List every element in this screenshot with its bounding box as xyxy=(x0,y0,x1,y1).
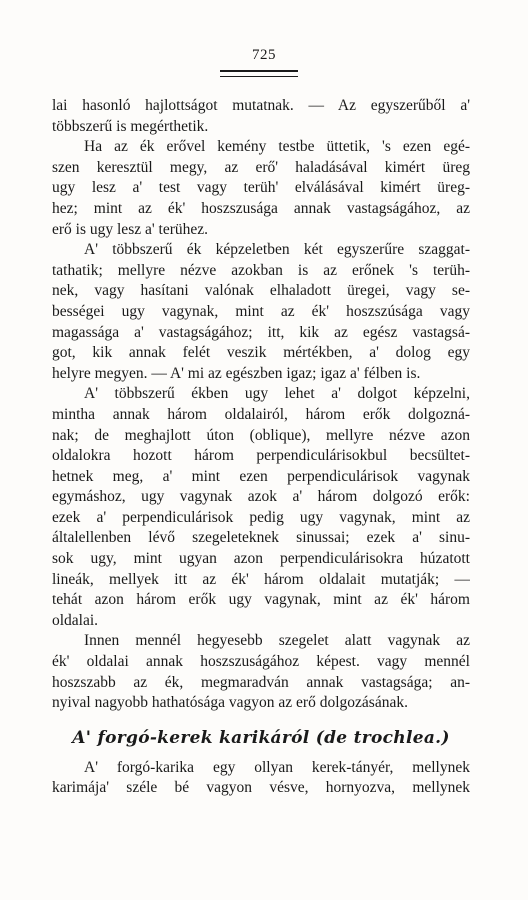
text-line: oldalokra hozott három perpendiculárisokbul becsültet- xyxy=(52,447,470,465)
text-line: lineák, mellyek itt az ék' három oldalait mutatják; — xyxy=(52,570,470,588)
text-line: oldalai. xyxy=(52,611,99,629)
text-line: hoszszabb az ék, megmaradván annak vastagsága; an- xyxy=(52,673,470,691)
text-line: magassága a' vastagságához; itt, kik az egész vastagsá- xyxy=(52,323,470,341)
text-line: nak; de meghajlott úton (oblique), mellyre nézve azon xyxy=(52,426,470,444)
text-line: tehát azon három erők ugy vagynak, mint az ék' három xyxy=(52,591,470,609)
text-line: egymáshoz, ugy vagynak azok a' három dolgozó erők: xyxy=(52,488,470,506)
section-heading: A' forgó-kerek karikáról (de trochlea.) xyxy=(72,727,450,748)
text-line: karimája' széle bé vagyon vésve, hornyozva, mellynek xyxy=(52,779,470,797)
text-line: nek, vagy hasítani valónak elhaladott üregei, vagy se- xyxy=(52,282,470,300)
text-line: általellenben lévő szegeleteknek sinussai; ezek a' sinu- xyxy=(52,529,470,547)
text-line: ezek a' perpendiculárisok pedig ugy vagynak, mint az xyxy=(52,508,470,526)
text-line: hetnek meg, a' mint ezen perpendiculárisok vagynak xyxy=(52,467,470,485)
text-line: nyival nagyobb hathatósága vagyon az erő dolgozásának. xyxy=(52,694,408,712)
text-line: lai hasonló hajlottságot mutatnak. — Az egyszerűből a' xyxy=(52,97,470,114)
text-line: ék' oldalai annak hoszszuságához képest. vagy mennél xyxy=(52,653,470,671)
text-line: hez; mint az ék' hoszszusága annak vastagságához, az xyxy=(52,199,470,217)
text-line: sok ugy, mint ugyan azon perpendiculárisokra húzatott xyxy=(52,550,470,568)
body-lines xyxy=(52,96,470,714)
text-line: A' forgó-karika egy ollyan kerek-tányér, mellynek xyxy=(84,758,470,776)
header-rule-thick xyxy=(220,70,298,72)
text-line: Ha az ék erővel kemény testbe üttetik, 's ezen egé- xyxy=(84,138,470,156)
text-line: szen keresztül megy, az erő' haladásával kimért üreg xyxy=(52,158,470,176)
body-text xyxy=(52,96,470,799)
text-line: mintha annak három oldalairól, három erők dolgozná- xyxy=(52,405,470,423)
header-rule-thin xyxy=(220,76,298,77)
text-line: tathatik; mellyre nézve azokban is az erőnek 's terüh- xyxy=(52,261,470,279)
text-line: A' többszerű ékben ugy lehet a' dolgot képzelni, xyxy=(84,385,470,403)
text-line: helyre megyen. — A' mi az egészben igaz; igaz a' félben is. xyxy=(52,364,421,382)
text-line: többszerű is megérthetik. xyxy=(52,117,209,135)
text-line: got, kik annak felét veszik mértékben, a' dolog egy xyxy=(52,344,470,362)
text-line: ugy lesz a' test vagy terüh' elválásával kimért üreg- xyxy=(52,179,470,197)
text-line: erő is ugy lesz a' terühez. xyxy=(52,220,209,238)
page-number: 725 xyxy=(252,47,276,63)
section-lines xyxy=(52,758,470,799)
text-line: A' többszerű ék képzeletben két egyszerűre szaggat- xyxy=(84,241,470,259)
text-line: bességei ugy vagynak, mint az ék' hoszszúsága vagy xyxy=(52,302,470,320)
text-line: Innen mennél hegyesebb szegelet alatt vagynak az xyxy=(84,632,470,650)
